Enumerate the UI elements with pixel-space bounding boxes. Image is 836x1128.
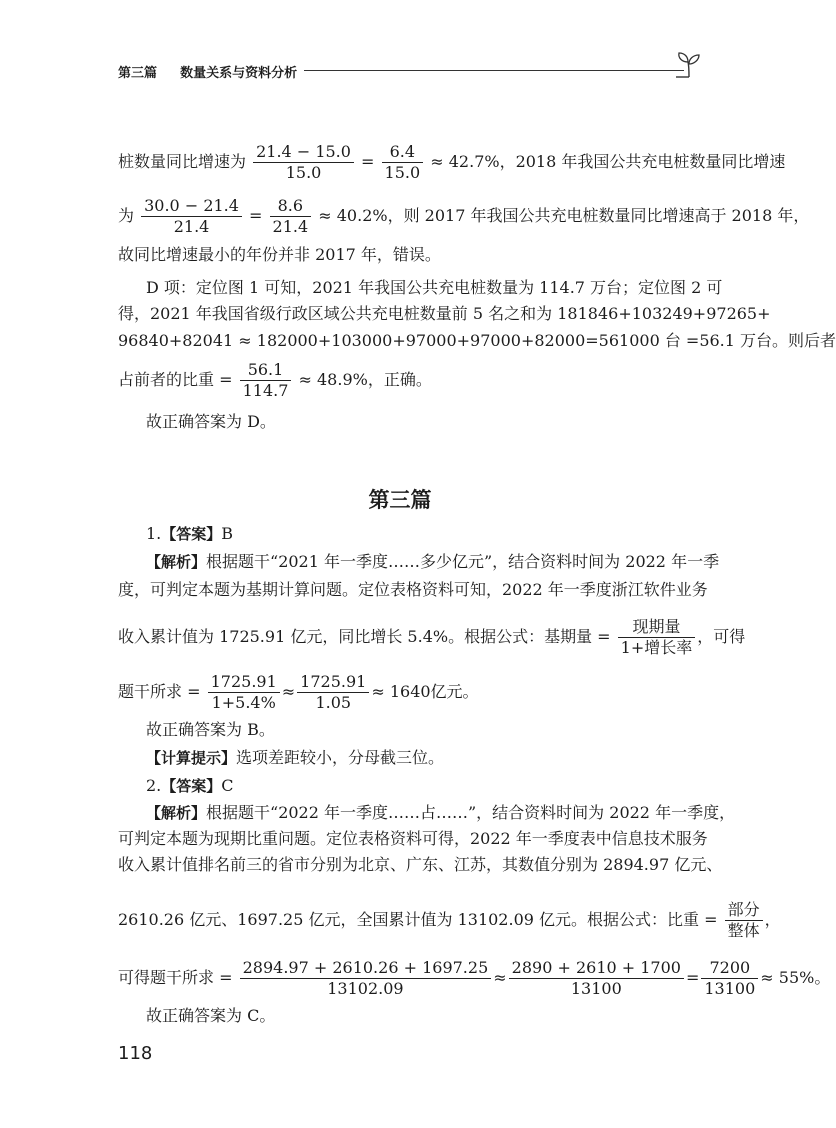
- q2-formula: [118, 958, 831, 999]
- numerator: 2890 + 2610 + 1700: [509, 958, 684, 979]
- denominator: 15.0: [384, 163, 421, 182]
- q1-conclusion: 故正确答案为 B。: [146, 720, 275, 739]
- q2-text: 可得题干所求 =: [118, 968, 233, 987]
- q1-analysis-line-1: [146, 550, 720, 574]
- q1-text: 题干所求 =: [118, 682, 201, 701]
- sprout-icon: [676, 50, 702, 78]
- numerator: 8.6: [270, 196, 312, 217]
- q2-answer: [146, 774, 698, 798]
- q2-analysis-line-1: [146, 801, 736, 825]
- answer-tag: 【答案】: [161, 777, 222, 795]
- q1-number: 1.: [146, 524, 162, 543]
- prev-text: ≈ 40.2%，则 2017 年我国公共充电桩数量同比增速高于 2018 年，: [318, 206, 810, 225]
- q1-answer-value: B: [221, 524, 234, 543]
- running-header: [118, 62, 698, 82]
- denominator: 21.4: [272, 217, 309, 236]
- header-part: 第三篇: [118, 66, 158, 81]
- q1-hint: [146, 746, 698, 770]
- denominator: 13100: [704, 979, 756, 998]
- header-rule: [304, 70, 684, 71]
- fraction: [618, 617, 696, 658]
- q1-analysis-line-3: [118, 617, 746, 658]
- prev-line-1: [118, 142, 786, 183]
- fraction: [270, 196, 312, 237]
- prev-text: 占前者的比重 =: [118, 370, 233, 389]
- q1-text: 根据题干“2021 年一季度……多少亿元”，结合资料时间为 2022 年一季: [206, 552, 720, 571]
- prev-line-7: [118, 360, 698, 401]
- fraction: [725, 900, 763, 941]
- q1-hint-text: 选项差距较小，分母截三位。: [236, 748, 445, 767]
- numerator: 30.0 − 21.4: [141, 196, 242, 217]
- prev-line-2: [118, 196, 810, 237]
- fraction: [208, 672, 280, 713]
- denominator: 1.05: [315, 693, 352, 712]
- fraction: [382, 142, 424, 183]
- q2-text: ，: [764, 910, 781, 929]
- operator: =: [685, 968, 700, 987]
- prev-text: ≈ 42.7%，2018 年我国公共充电桩数量同比增速: [430, 152, 786, 171]
- denominator: 15.0: [285, 163, 322, 182]
- q1-text: ，可得: [697, 627, 746, 646]
- numerator: 1725.91: [208, 672, 280, 693]
- q2-analysis-line-4: [118, 900, 781, 941]
- denominator: 1+增长率: [620, 638, 693, 657]
- q1-text: ≈ 1640亿元。: [371, 682, 479, 701]
- q2-number: 2.: [146, 776, 162, 795]
- prev-line-3: 故同比增速最小的年份并非 2017 年，错误。: [118, 245, 441, 264]
- header-chapter: 数量关系与资料分析: [180, 66, 298, 81]
- q1-answer: [146, 522, 698, 546]
- prev-text: 为: [118, 206, 135, 225]
- q2-text: 2610.26 亿元、1697.25 亿元，全国累计值为 13102.09 亿元。根据公式：比重 =: [118, 910, 718, 929]
- fraction: [297, 672, 369, 713]
- denominator: 13100: [570, 979, 622, 998]
- q1-text: 收入累计值为 1725.91 亿元，同比增长 5.4%。根据公式：基期量 =: [118, 627, 611, 646]
- q2-conclusion: 故正确答案为 C。: [146, 1006, 276, 1025]
- prev-text: ≈ 48.9%，正确。: [298, 370, 432, 389]
- q1-analysis-line-2: 度，可判定本题为基期计算问题。定位表格资料可知，2022 年一季度浙江软件业务: [118, 580, 708, 599]
- q2-text: ≈ 55%。: [760, 968, 831, 987]
- prev-line-6: 96840+82041 ≈ 182000+103000+97000+97000+82000=561000 台 =56.1 万台。则后者: [118, 331, 836, 350]
- q2-analysis-line-2: 可判定本题为现期比重问题。定位表格资料可得，2022 年一季度表中信息技术服务: [118, 829, 708, 848]
- prev-text: 桩数量同比增速为: [118, 152, 247, 171]
- analysis-tag: 【解析】: [146, 553, 207, 571]
- numerator: 56.1: [240, 360, 292, 381]
- q2-answer-value: C: [221, 776, 234, 795]
- page-number: 118: [118, 1043, 153, 1064]
- fraction: [701, 958, 758, 999]
- fraction: [141, 196, 242, 237]
- denominator: 整体: [727, 921, 760, 940]
- numerator: 21.4 − 15.0: [253, 142, 354, 163]
- fraction: [509, 958, 684, 999]
- denominator: 1+5.4%: [211, 693, 276, 712]
- numerator: 7200: [701, 958, 758, 979]
- analysis-tag: 【解析】: [146, 804, 207, 822]
- answer-tag: 【答案】: [161, 525, 222, 543]
- fraction: [253, 142, 354, 183]
- operator: ≈: [493, 968, 507, 987]
- prev-line-4: D 项：定位图 1 可知，2021 年我国公共充电桩数量为 114.7 万台；定位图 2 可: [146, 278, 723, 297]
- section-title: 第三篇: [368, 488, 432, 512]
- numerator: 部分: [725, 900, 763, 921]
- numerator: 现期量: [618, 617, 696, 638]
- q1-formula: [118, 672, 698, 713]
- operator: =: [249, 206, 263, 225]
- q2-analysis-line-3: 收入累计值排名前三的省市分别为北京、广东、江苏，其数值分别为 2894.97 亿元、: [118, 855, 723, 874]
- denominator: 13102.09: [327, 979, 404, 998]
- operator: ≈: [281, 682, 296, 701]
- numerator: 1725.91: [297, 672, 369, 693]
- denominator: 21.4: [173, 217, 210, 236]
- prev-line-5: 得，2021 年我国省级行政区域公共充电桩数量前 5 名之和为 181846+103249+97265+: [118, 304, 771, 323]
- denominator: 114.7: [242, 381, 289, 400]
- operator: =: [361, 152, 375, 171]
- fraction: [240, 360, 292, 401]
- prev-conclusion: 故正确答案为 D。: [146, 412, 276, 431]
- numerator: 2894.97 + 2610.26 + 1697.25: [240, 958, 492, 979]
- hint-tag: 【计算提示】: [146, 749, 237, 767]
- numerator: 6.4: [382, 142, 424, 163]
- header-title: [118, 62, 297, 81]
- q2-text: 根据题干“2022 年一季度……占……”，结合资料时间为 2022 年一季度，: [206, 803, 736, 822]
- fraction: [240, 958, 492, 999]
